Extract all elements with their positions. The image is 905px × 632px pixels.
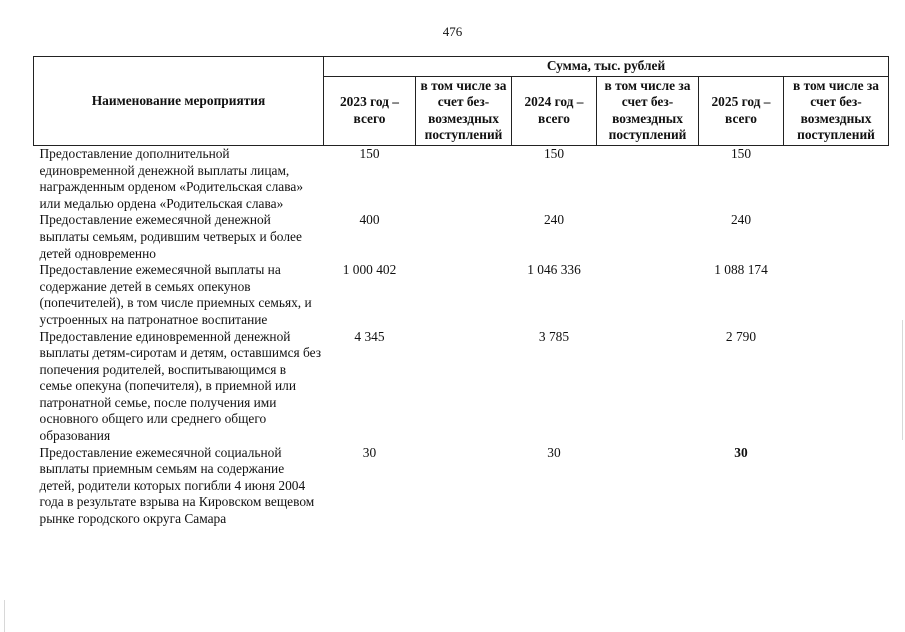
cell-2024-nonrepayable xyxy=(597,262,699,328)
cell-2023-nonrepayable xyxy=(416,445,512,528)
cell-2023-total: 1 000 402 xyxy=(342,262,397,278)
cell-2024-total: 240 xyxy=(543,212,565,228)
header-2025-nonrepayable: в том числе за счет без-возмездных поступлений xyxy=(784,76,889,145)
cell-2024-nonrepayable xyxy=(597,145,699,212)
cell-2025-nonrepayable xyxy=(784,145,889,212)
cell-2025-total: 150 xyxy=(730,145,752,161)
cell-2023-nonrepayable xyxy=(416,262,512,328)
cell-2025-nonrepayable xyxy=(784,212,889,262)
table-row xyxy=(34,212,889,262)
row-name: Предоставление дополнительной единовременной денежной выплаты лицам, награжденным орденом «Родительская слава» или медалью ордена «Родительская слава» xyxy=(39,145,304,211)
cell-2023-nonrepayable xyxy=(416,145,512,212)
scan-edge-left xyxy=(4,600,5,632)
cell-2023-total: 150 xyxy=(359,145,380,161)
cell-2024-total: 3 785 xyxy=(538,328,570,344)
cell-2023-nonrepayable xyxy=(416,329,512,445)
row-name: Предоставление ежемесячной выплаты на содержание детей в семьях опекунов (попечителей), в том числе приемных семьях, и устроенных на патронатное воспитание xyxy=(39,262,312,327)
header-row-group xyxy=(34,57,889,77)
cell-2025-total: 30 xyxy=(734,444,748,460)
header-sum-group: Сумма, тыс. рублей xyxy=(324,57,889,77)
cell-2024-total: 1 046 336 xyxy=(527,262,581,278)
cell-2025-total: 1 088 174 xyxy=(714,262,768,278)
cell-2025-nonrepayable xyxy=(784,329,889,445)
budget-table xyxy=(33,56,889,528)
scan-edge-right xyxy=(902,320,903,440)
cell-2023-total: 30 xyxy=(362,444,377,460)
header-name-column: Наименование мероприятия xyxy=(34,57,324,146)
cell-2024-total: 150 xyxy=(543,145,565,161)
cell-2025-total: 240 xyxy=(730,212,752,228)
cell-2023-total: 400 xyxy=(359,212,380,228)
header-2024-total: 2024 год – всего xyxy=(512,76,597,145)
page-number: 476 xyxy=(442,24,463,39)
cell-2023-total: 4 345 xyxy=(354,328,385,344)
cell-2024-total: 30 xyxy=(547,444,561,460)
row-name: Предоставление ежемесячной социальной выплаты приемным семьям на содержание детей, родители которых погибли 4 июня 2004 года в результате взрыва на Кировском вещевом рынке городского округа Самара xyxy=(39,444,315,527)
table-row xyxy=(34,145,889,212)
header-2024-nonrepayable: в том числе за счет без-возмездных поступлений xyxy=(597,76,699,145)
header-2023-nonrepayable: в том числе за счет без-возмездных поступлений xyxy=(416,76,512,145)
row-name: Предоставление единовременной денежной выплаты детям-сиротам и детям, оставшимся без попечения родителей, воспитывающимся в семье опекуна (попечителя), в приемной или патронатной семье, после получения ими основного общего или среднего общего образования xyxy=(39,328,322,444)
table-row xyxy=(34,329,889,445)
table-row xyxy=(34,262,889,328)
cell-2024-nonrepayable xyxy=(597,212,699,262)
header-2025-total: 2025 год – всего xyxy=(699,76,784,145)
cell-2024-nonrepayable xyxy=(597,445,699,528)
cell-2025-nonrepayable xyxy=(784,262,889,328)
row-name: Предоставление ежемесячной денежной выплаты семьям, родившим четверых и более детей одновременно xyxy=(39,212,302,261)
table-row xyxy=(34,445,889,528)
cell-2025-nonrepayable xyxy=(784,445,889,528)
cell-2025-total: 2 790 xyxy=(725,328,757,344)
cell-2024-nonrepayable xyxy=(597,329,699,445)
header-2023-total: 2023 год – всего xyxy=(324,76,416,145)
cell-2023-nonrepayable xyxy=(416,212,512,262)
